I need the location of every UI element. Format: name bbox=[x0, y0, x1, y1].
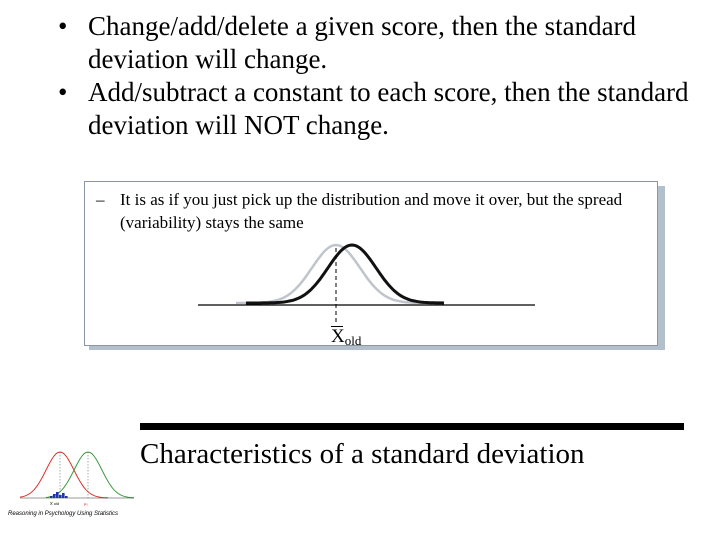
logo-histogram-bar bbox=[53, 494, 56, 498]
x-bar bbox=[331, 326, 343, 327]
sub-bullet-text: It is as if you just pick up the distribution and move it over, but the spread (variability) stays the same bbox=[120, 190, 623, 232]
x-label-text: X bbox=[331, 326, 345, 347]
logo-green-curve bbox=[46, 452, 134, 498]
x-label-subscript: old bbox=[344, 333, 362, 348]
logo-label-left: X̅ old bbox=[50, 501, 60, 506]
old-distribution-curve bbox=[236, 245, 436, 303]
logo-thumbnail bbox=[18, 432, 136, 516]
new-distribution-curve bbox=[246, 245, 444, 303]
logo-histogram-bar bbox=[65, 496, 68, 498]
slide-title: Characteristics of a standard deviation bbox=[140, 438, 585, 470]
title-rule bbox=[140, 423, 684, 430]
logo-red-curve bbox=[20, 452, 108, 498]
logo-histogram-bar bbox=[59, 495, 62, 498]
bullet-glyph: • bbox=[58, 11, 68, 41]
logo-histogram-bar bbox=[56, 492, 59, 498]
bullet-glyph: • bbox=[58, 77, 68, 107]
logo-histogram-bar bbox=[50, 496, 53, 498]
x-old-label bbox=[331, 326, 361, 349]
logo-label-right: μ₀ bbox=[84, 501, 88, 506]
sub-bullet-dash: – bbox=[96, 190, 105, 209]
logo-histogram-bar bbox=[62, 493, 65, 498]
bullet-text: Add/subtract a constant to each score, then the standard deviation will NOT change. bbox=[88, 77, 689, 140]
bullet-text: Change/add/delete a given score, then the standard deviation will change. bbox=[88, 11, 637, 74]
logo-caption: Reasoning in Psychology Using Statistics bbox=[8, 511, 119, 517]
